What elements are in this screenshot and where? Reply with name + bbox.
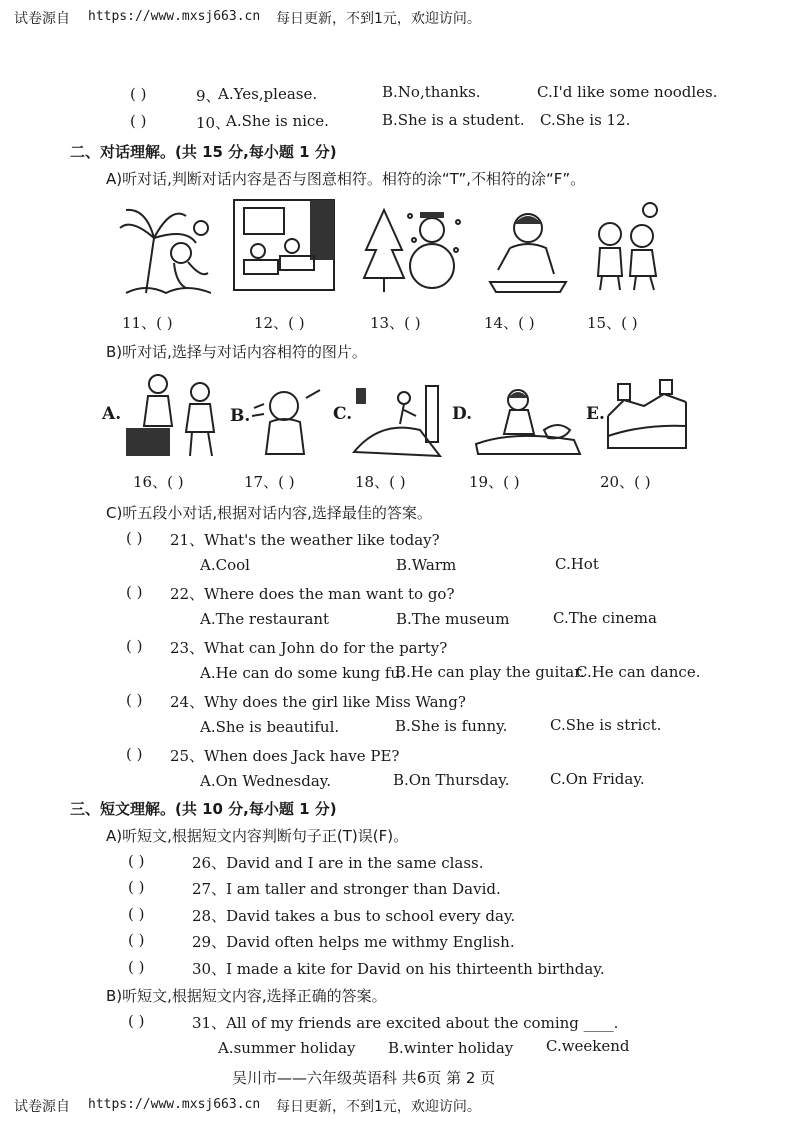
great-wall-picture [604,376,690,456]
two-children-picture [580,198,680,294]
answer-paren[interactable]: ( ) [126,691,143,709]
boy-writing-picture [484,204,574,296]
answer-paren-28[interactable]: ( ) [128,905,145,923]
pic-label-c: C. [333,404,353,424]
statement-28: 28、David takes a bus to school every day. [192,907,516,925]
option-c: C.weekend [546,1037,630,1055]
statement-26: 26、David and I are in the same class. [192,854,484,872]
bottom-note: 每日更新，不到1元，欢迎访问。 [276,1099,481,1115]
option-c: C.The cinema [553,609,657,627]
answer-paren[interactable]: ( ) [128,1012,145,1030]
question-number: 10、 [196,114,231,132]
section-3-title: 三、短文理解。(共 10 分,每小题 1 分) [70,800,337,818]
item-19[interactable]: 19、( ) [469,473,520,491]
answer-paren-27[interactable]: ( ) [128,878,145,896]
option-a: A.Cool [200,556,250,574]
option-c: C.She is 12. [540,111,631,129]
option-a: A.On Wednesday. [200,772,332,790]
item-13[interactable]: 13、( ) [370,314,421,332]
header-url[interactable]: https://www.mxsj663.cn [88,9,261,24]
bottom-source-label: 试卷源自 [14,1099,70,1115]
question-stem: 21、What's the weather like today? [170,531,440,549]
option-b: B.On Thursday. [393,771,510,789]
question-stem: 25、When does Jack have PE? [170,747,400,765]
statement-30: 30、I made a kite for David on his thirteenth birthday. [192,960,605,978]
item-14[interactable]: 14、( ) [484,314,535,332]
option-a: A.She is beautiful. [200,718,340,736]
section-2-title: 二、对话理解。(共 15 分,每小题 1 分) [70,143,337,161]
question-number: 9、 [196,87,221,105]
question-stem: 31、All of my friends are excited about the coming ____. [192,1014,619,1032]
option-a: A.She is nice. [226,112,329,130]
section-3b-instruction: B)听短文,根据短文内容,选择正确的答案。 [106,987,387,1005]
item-20[interactable]: 20、( ) [600,473,651,491]
pic-label-b: B. [230,406,251,426]
swimming-pool-picture [350,380,444,460]
item-17[interactable]: 17、( ) [244,473,295,491]
option-c: C.On Friday. [550,770,645,788]
option-b: B.No,thanks. [382,83,481,101]
item-12[interactable]: 12、( ) [254,314,305,332]
answer-paren[interactable]: ( ) [126,637,143,655]
answer-paren[interactable]: ( ) [130,85,147,103]
option-b: B.She is funny. [395,717,508,735]
item-11[interactable]: 11、( ) [122,314,173,332]
statement-29: 29、David often helps me withmy English. [192,933,515,951]
section-3a-instruction: A)听短文,根据短文内容判断句子正(T)误(F)。 [106,827,409,845]
question-stem: 24、Why does the girl like Miss Wang? [170,693,466,711]
girl-with-dog-picture [474,384,584,456]
option-b: B.The museum [396,610,510,628]
option-b: B.winter holiday [388,1039,514,1057]
item-18[interactable]: 18、( ) [355,473,406,491]
pic-label-a: A. [102,404,122,424]
header-note: 每日更新，不到1元，欢迎访问。 [276,11,481,27]
answer-paren[interactable]: ( ) [126,529,143,547]
option-c: C.He can dance. [576,663,701,681]
answer-paren-29[interactable]: ( ) [128,931,145,949]
option-b: B.He can play the guitar. [395,663,585,681]
option-b: B.She is a student. [382,111,525,129]
question-stem: 22、Where does the man want to go? [170,585,455,603]
answer-paren[interactable]: ( ) [126,745,143,763]
section-2c-instruction: C)听五段小对话,根据对话内容,选择最佳的答案。 [106,504,432,522]
option-c: C.Hot [555,555,599,573]
statement-27: 27、I am taller and stronger than David. [192,880,501,898]
pic-label-e: E. [586,404,605,424]
palm-tree-monkeys-picture [116,198,216,298]
option-a: A.summer holiday [218,1039,356,1057]
item-15[interactable]: 15、( ) [587,314,638,332]
bottom-url[interactable]: https://www.mxsj663.cn [88,1097,261,1112]
item-16[interactable]: 16、( ) [133,473,184,491]
option-c: C.I'd like some noodles. [537,83,718,101]
section-2b-instruction: B)听对话,选择与对话内容相符的图片。 [106,343,367,361]
answer-paren-30[interactable]: ( ) [128,958,145,976]
section-2a-instruction: A)听对话,判断对话内容是否与图意相符。相符的涂“T”,不相符的涂“F”。 [106,170,586,188]
answer-paren[interactable]: ( ) [130,112,147,130]
classroom-students-picture [230,196,340,296]
option-a: A.He can do some kung fu. [200,664,405,682]
sick-man-picture [250,384,326,460]
option-b: B.Warm [396,556,457,574]
page-footer: 吴川市——六年级英语科 共6页 第 2 页 [232,1069,496,1087]
pic-label-d: D. [452,404,473,424]
answer-paren-26[interactable]: ( ) [128,852,145,870]
option-a: A.Yes,please. [218,85,318,103]
option-a: A.The restaurant [200,610,330,628]
snowman-tree-picture [360,200,470,300]
question-stem: 23、What can John do for the party? [170,639,448,657]
answer-paren[interactable]: ( ) [126,583,143,601]
shopping-women-picture [122,368,222,460]
option-c: C.She is strict. [550,716,662,734]
header-source-label: 试卷源自 [14,11,70,27]
